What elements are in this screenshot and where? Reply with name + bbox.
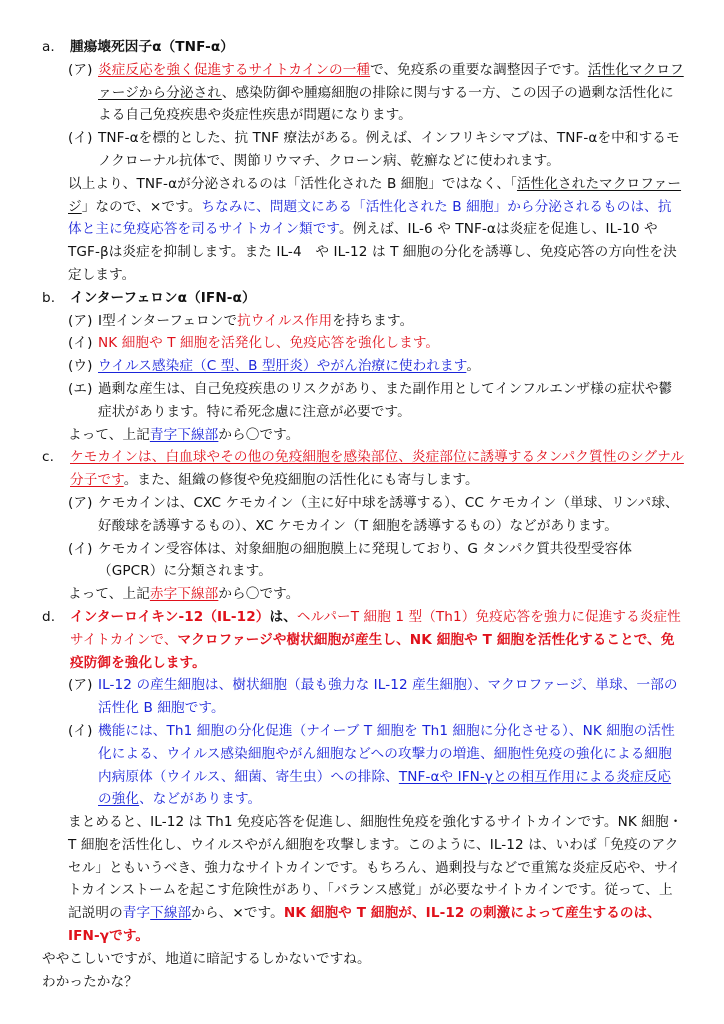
item-text: 過剰な産生は、自己免疫疾患のリスクがあり、また副作用としてインフルエンザ様の症状や鬱症状があります。特に希死念慮に注意が必要です。 — [98, 380, 673, 420]
blue-text: 機能には、Th1 細胞の分化促進（ナイーブ T 細胞を Th1 細胞に分化させる）、NK 細胞の活性化による、ウイルス感染細胞やがん細胞などへの攻撃力の増進、細胞性免疫の強化による細胞内病原体（ウイルス、細菌、寄生虫）への排除、 — [98, 722, 675, 785]
item-text: ケモカインは、CXC ケモカイン（主に好中球を誘導する）、CC ケモカイン（単球、リンパ球、好酸球を誘導するもの）、XC ケモカイン（T 細胞を誘導するもの）などがあります。 — [98, 494, 679, 534]
item-text — [98, 310, 684, 333]
text-segment: 以上より、TNF-αが分泌されるのは「活性化された B 細胞」ではなく、「 — [68, 175, 517, 192]
red-text: NK 細胞や T 細胞を活発化し、免疫応答を強化します。 — [98, 335, 440, 352]
text-segment: から〇です。 — [218, 426, 300, 443]
item-text — [98, 720, 684, 811]
item-marker: (ア) — [68, 677, 93, 694]
section-lead — [70, 606, 724, 674]
summary-paragraph — [68, 583, 724, 606]
text-segment: よって、上記 — [68, 426, 150, 443]
red-underlined-text: 炎症反応を強く促進するサイトカインの一種 — [98, 61, 371, 78]
section-lead — [70, 446, 724, 492]
item-text — [98, 355, 684, 378]
item-text — [98, 59, 684, 127]
text-segment: から、×です。 — [191, 905, 284, 922]
list-item — [68, 310, 724, 333]
blue-underlined-text: 青字下線部 — [149, 426, 219, 443]
summary-paragraph — [68, 173, 724, 287]
text-segment: 。 — [466, 358, 481, 375]
text-segment: 」なので、×です。 — [81, 198, 202, 215]
list-item — [68, 355, 724, 378]
red-bold-text: インターロイキン-12（IL-12） — [70, 608, 270, 625]
section-title: 腫瘍壊死因子α（TNF-α） — [70, 39, 234, 55]
section-letter: c. — [42, 449, 54, 466]
item-marker: (イ) — [68, 722, 93, 739]
red-text: 抗ウイルス作用 — [237, 312, 333, 329]
item-marker: (ア) — [68, 494, 93, 511]
text-segment: 。また、組織の修復や免疫細胞の活性化にも寄与します。 — [123, 472, 479, 489]
underlined-text: 活性化マクロファージから分泌され — [98, 61, 684, 101]
section-c-heading — [42, 446, 724, 492]
item-marker: (イ) — [68, 335, 93, 352]
closing-line: わかったかな？ — [42, 973, 138, 990]
list-item — [68, 59, 724, 127]
blue-text: ちなみに、問題文にある「活性化された B 細胞」から分泌されるものは、抗体と主に免疫応答を司るサイトカイン類です — [68, 198, 672, 238]
text-segment: は、 — [269, 608, 297, 625]
blue-text: 青字 — [122, 905, 151, 922]
list-item — [68, 720, 724, 811]
summary-paragraph — [68, 424, 724, 447]
item-marker: (ウ) — [68, 358, 93, 375]
blue-text: 、などがあります。 — [139, 791, 262, 808]
item-marker: (イ) — [68, 130, 93, 147]
section-d-heading — [42, 606, 724, 674]
section-letter: d. — [42, 608, 56, 625]
item-marker: (ア) — [68, 312, 93, 329]
section-a-heading — [42, 36, 724, 59]
list-item — [68, 538, 724, 584]
item-marker: (エ) — [68, 380, 93, 397]
red-bold-text: NK 細胞や T 細胞が、IL-12 の刺激によって産生するのは、IFN-γです。 — [68, 905, 662, 945]
blue-underlined-text: TNF-αや IFN-γとの相互作用による炎症反応の強化 — [98, 768, 672, 808]
red-bold-text: マクロファージや樹状細胞が産生し、NK 細胞や T 細胞を活性化することで、免疫防御を強化します。 — [70, 631, 675, 671]
text-segment: Ⅰ型インターフェロンで — [98, 312, 238, 329]
blue-underlined-text: 下線部 — [150, 905, 192, 922]
answer-explanation — [0, 36, 724, 993]
text-segment: から〇です。 — [218, 586, 300, 603]
text-segment: まとめると、IL-12 は Th1 免疫応答を促進し、細胞性免疫を強化するサイトカインです。NK 細胞・T 細胞を活性化し、ウイルスやがん細胞を攻撃します。このように、IL-12 は、いわば「免疫のアクセル」ともいうべき、強力なサイトカインです。もちろん、過剰投与などで重篤な炎症反応や、サイトカインストームを起こす危険性があり、「バランス感覚」が必要なサイトカインです。従って、上記説明の — [68, 814, 683, 922]
red-text: ヘルパーT 細胞 1 型（Th1）免疫応答を強力に促進する炎症性サイトカインで、 — [70, 608, 681, 648]
closing-line: ややこしいですが、地道に暗記するしかないですね。 — [42, 950, 371, 967]
text-segment: を持ちます。 — [332, 312, 414, 329]
text-segment: で、免疫系の重要な調整因子です。 — [370, 61, 588, 78]
section-letter: b. — [42, 289, 56, 306]
list-item — [68, 127, 724, 173]
text-segment: よって、上記 — [68, 586, 150, 603]
list-item — [68, 332, 724, 355]
text-segment: 、感染防御や腫瘍細胞の排除に関与する一方、この因子の過剰な活性化による自己免疫疾患や炎症性疾患が問題になります。 — [98, 84, 674, 124]
list-item — [68, 674, 724, 720]
text-segment: 。例えば、IL-6 や TNF-αは炎症を促進し、IL-10 や TGF-βは炎症を抑制します。また IL-4 や IL-12 は T 細胞の分化を誘導し、免疫応答の方向性を決定します。 — [68, 221, 677, 283]
red-underlined-text: 赤字下線部 — [149, 586, 219, 603]
section-b-heading — [42, 287, 724, 310]
underlined-text: 活性化されたマクロファージ — [68, 175, 682, 215]
blue-underlined-text: ウイルス感染症（C 型、B 型肝炎）やがん治療に使われます — [98, 358, 467, 375]
red-underlined-text: ケモカインは、白血球やその他の免疫細胞を感染部位、炎症部位に誘導するタンパク質性のシグナル分子です — [70, 449, 684, 489]
section-title: インターフェロンα（IFN-α） — [70, 289, 256, 306]
item-text: ケモカイン受容体は、対象細胞の細胞膜上に発現しており、G タンパク質共役型受容体（GPCR）に分類されます。 — [98, 540, 633, 580]
summary-paragraph — [68, 811, 724, 948]
blue-text: IL-12 の産生細胞は、樹状細胞（最も強力な IL-12 産生細胞）、マクロファージ、単球、一部の活性化 B 細胞です。 — [98, 677, 678, 717]
list-item — [68, 378, 724, 424]
section-letter: a. — [42, 39, 55, 55]
item-marker: (イ) — [68, 540, 93, 557]
list-item — [68, 492, 724, 538]
item-text: TNF-αを標的とした、抗 TNF 療法がある。例えば、インフリキシマブは、TNF-αを中和するモノクローナル抗体で、関節リウマチ、クローン病、乾癬などに使われます。 — [98, 130, 680, 169]
item-marker: (ア) — [68, 61, 93, 78]
